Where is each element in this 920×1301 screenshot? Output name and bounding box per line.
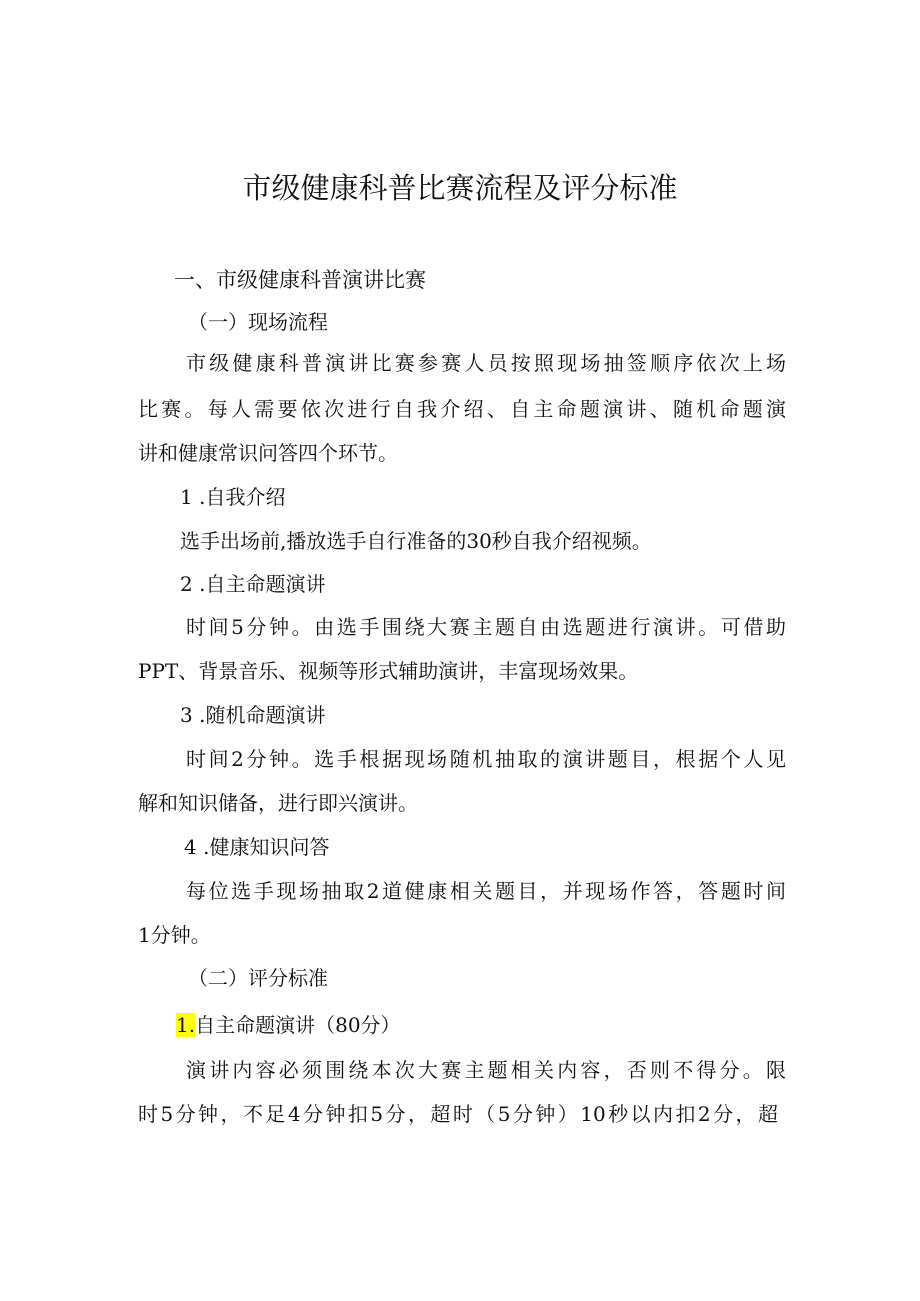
item-heading: 2 .自主命题演讲 bbox=[180, 572, 326, 596]
item-heading-text: 自主命题演讲（80分） bbox=[195, 1013, 401, 1037]
paragraph-line: 时间5分钟。由选手围绕大赛主题自由选题进行演讲。可借助 bbox=[186, 615, 786, 639]
section-heading: 一、市级健康科普演讲比赛 bbox=[174, 268, 426, 292]
paragraph-line: PPT、背景音乐、视频等形式辅助演讲，丰富现场效果。 bbox=[138, 659, 639, 683]
paragraph-line: 时5分钟，不足4分钟扣5分，超时（5分钟）10秒以内扣2分，超 bbox=[138, 1102, 778, 1126]
subsection-heading: （一）现场流程 bbox=[188, 310, 328, 334]
subsection-heading: （二）评分标准 bbox=[188, 966, 328, 990]
paragraph-line: 演讲内容必须围绕本次大赛主题相关内容，否则不得分。限 bbox=[186, 1058, 786, 1082]
item-heading: 4 .健康知识问答 bbox=[184, 835, 330, 859]
paragraph-line: 每位选手现场抽取2道健康相关题目，并现场作答，答题时间 bbox=[186, 879, 786, 903]
paragraph-line: 比赛。每人需要依次进行自我介绍、自主命题演讲、随机命题演 bbox=[138, 397, 786, 421]
item-heading: 3 .随机命题演讲 bbox=[180, 703, 326, 727]
paragraph-line: 讲和健康常识问答四个环节。 bbox=[138, 441, 398, 465]
highlighted-number: 1. bbox=[176, 1013, 196, 1037]
item-heading: 1 .自我介绍 bbox=[180, 485, 286, 509]
paragraph-line: 解和知识储备，进行即兴演讲。 bbox=[138, 791, 418, 815]
document-title: 市级健康科普比赛流程及评分标准 bbox=[242, 171, 678, 205]
paragraph-line: 时间2分钟。选手根据现场随机抽取的演讲题目，根据个人见 bbox=[186, 747, 786, 771]
item-heading bbox=[176, 1012, 401, 1038]
paragraph-line: 1分钟。 bbox=[138, 923, 211, 947]
paragraph-line: 选手出场前,播放选手自行准备的30秒自我介绍视频。 bbox=[180, 529, 652, 553]
paragraph-line: 市级健康科普演讲比赛参赛人员按照现场抽签顺序依次上场 bbox=[186, 351, 786, 375]
